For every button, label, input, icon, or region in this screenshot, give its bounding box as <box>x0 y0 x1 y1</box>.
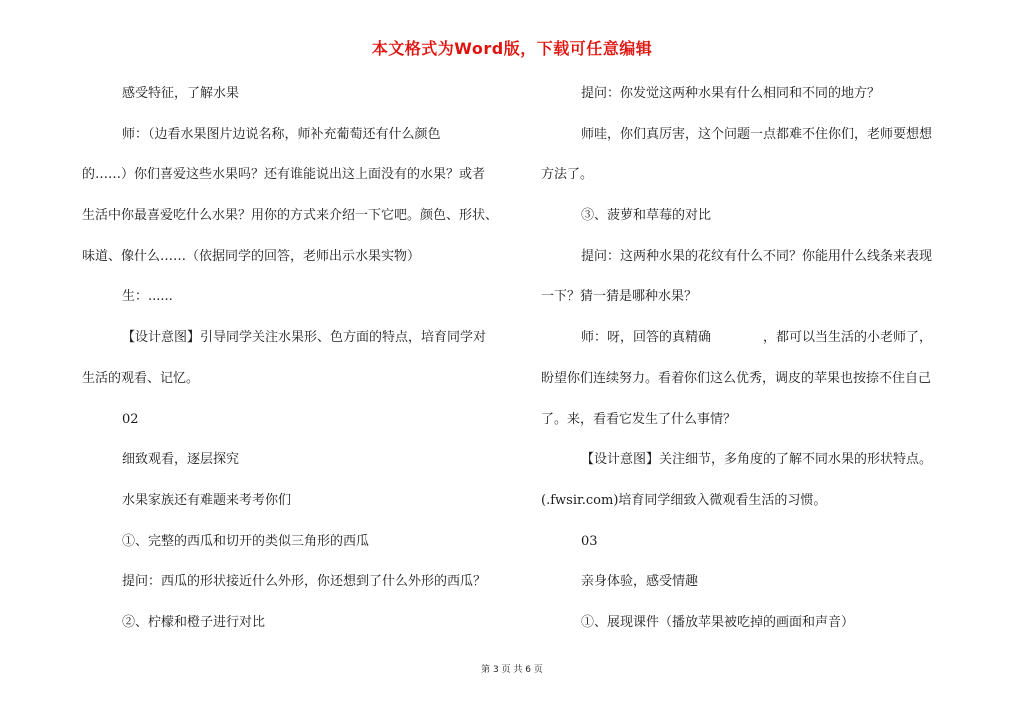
left-text-column <box>82 78 512 648</box>
paragraph-line: 提问：西瓜的形状接近什么外形，你还想到了什么外形的西瓜？ <box>122 574 487 590</box>
paragraph-line: 提问：你发觉这两种水果有什么相同和不同的地方？ <box>581 86 881 101</box>
paragraph-line: 的……）你们喜爱这些水果吗？还有谁能说出这上面没有的水果？或者 <box>82 167 486 183</box>
paragraph-line: ②、柠檬和橙子进行对比 <box>122 614 266 630</box>
paragraph-line: 方法了。 <box>541 167 594 183</box>
paragraph-line: 师哇，你们真厉害，这个问题一点都难不住你们，老师要想想 <box>581 126 933 142</box>
paragraph-line: 【设计意图】引导同学关注水果形、色方面的特点，培育同学对 <box>122 330 487 346</box>
paragraph-line: 02 <box>122 411 139 427</box>
paragraph-line: 师：（边看水果图片边说名称，师补充葡萄还有什么颜色 <box>122 126 441 142</box>
paragraph-line: 味道、像什么……（依据同学的回答，老师出示水果实物） <box>82 248 421 264</box>
paragraph-line: 一下？猜一猜是哪种水果？ <box>541 289 698 305</box>
paragraph-line: 了。来，看看它发生了什么事情？ <box>541 411 737 427</box>
paragraph-line: 生：...... <box>122 289 173 305</box>
paragraph-line: (.fwsir.com)培育同学细致入微观看生活的习惯。 <box>541 492 827 508</box>
paragraph-line: 03 <box>581 533 598 549</box>
page-header-title: 本文格式为Word版，下载可任意编辑 <box>371 39 653 58</box>
paragraph-line: 感受特征，了解水果 <box>122 86 240 101</box>
paragraph-line: ①、完整的西瓜和切开的类似三角形的西瓜 <box>122 533 370 549</box>
paragraph-line: ③、菠萝和草莓的对比 <box>581 208 712 224</box>
paragraph-line: 生活中你最喜爱吃什么水果？用你的方式来介绍一下它吧。颜色、形状、 <box>82 208 499 224</box>
paragraph-line: 师：呀，回答的真精确 ，都可以当生活的小老师了， <box>581 330 933 346</box>
paragraph-line: 细致观看，逐层探究 <box>122 452 240 468</box>
paragraph-line: 亲身体验，感受情趣 <box>581 574 699 590</box>
paragraph-line: 【设计意图】关注细节，多角度的了解不同水果的形状特点。 <box>581 452 933 468</box>
paragraph-line: 盼望你们连续努力。看着你们这么优秀，调皮的苹果也按捺不住自己 <box>541 370 932 386</box>
right-text-column <box>541 78 971 648</box>
paragraph-line: ①、展现课件（播放苹果被吃掉的画面和声音） <box>581 614 855 630</box>
paragraph-line: 生活的观看、记忆。 <box>82 370 200 386</box>
paragraph-line: 提问：这两种水果的花纹有什么不同？你能用什么线条来表现 <box>581 248 933 264</box>
paragraph-line: 水果家族还有难题来考考你们 <box>122 492 292 508</box>
page-number-footer: 第 3 页 共 6 页 <box>481 665 543 675</box>
